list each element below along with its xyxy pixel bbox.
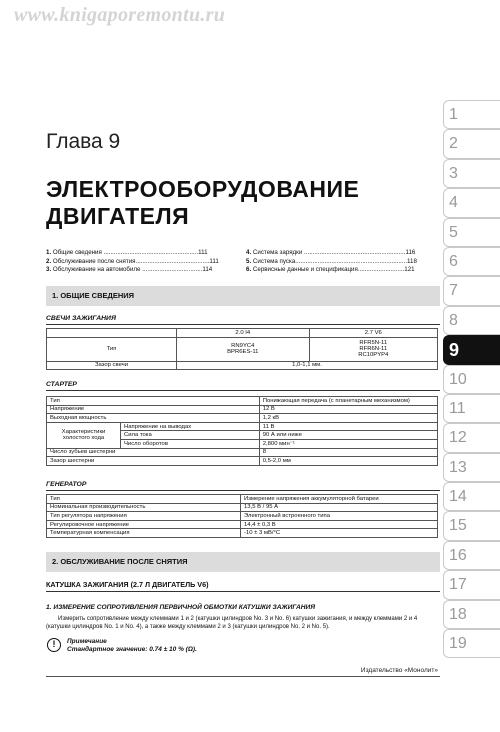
table-cell: Напряжение xyxy=(47,405,260,414)
starter-title: СТАРТЕР xyxy=(46,381,77,388)
table-cell: Характеристики холостого хода xyxy=(47,422,121,448)
tab-chapter-18[interactable]: 18 xyxy=(443,600,500,629)
tab-chapter-17[interactable]: 17 xyxy=(443,570,500,599)
spark-plugs-title: СВЕЧИ ЗАЖИГАНИЯ xyxy=(46,315,116,322)
toc-item[interactable]: 3. Обслуживание на автомобиле ...................................114 xyxy=(46,266,213,273)
chapter-title-line2: ДВИГАТЕЛЯ xyxy=(46,203,190,229)
tab-chapter-11[interactable]: 11 xyxy=(443,394,500,423)
table-cell: Измерение напряжения аккумуляторной батареи xyxy=(241,495,438,504)
tab-chapter-2[interactable]: 2 xyxy=(443,129,500,158)
measurement-text: Измерить сопротивление между клеммами 1 и 2 (катушки цилиндров No. 3 и No. 6) катушки зажигания, и между клеммами 2 и 4 (катушки цилиндров No. 1 и No. 4), а также между клеммами 2 и 3 (катушки цилиндров No. 2 и No. 5). xyxy=(46,616,418,631)
table-cell: 8 xyxy=(259,448,437,457)
warning-icon: ! xyxy=(47,638,61,652)
table-cell: Понижающая передача (с планетарным механизмом) xyxy=(259,397,437,406)
table-cell: 11 В xyxy=(259,422,437,431)
tab-chapter-3[interactable]: 3 xyxy=(443,159,500,188)
tab-chapter-10[interactable]: 10 xyxy=(443,365,500,394)
tab-chapter-14[interactable]: 14 xyxy=(443,482,500,511)
toc-item[interactable]: 6. Сервисные данные и спецификация...........................121 xyxy=(246,266,415,273)
table-cell: Тип регулятора напряжения xyxy=(47,512,241,521)
table-cell: Регулировочное напряжение xyxy=(47,520,241,529)
table-cell: RFR5N-11 RFR6N-11 RC10PYP4 xyxy=(309,337,437,361)
table-cell: Напряжение на выводах xyxy=(121,422,260,431)
tab-chapter-19[interactable]: 19 xyxy=(443,629,500,658)
divider xyxy=(46,390,440,391)
table-cell: Тип xyxy=(47,397,260,406)
table-cell: 0,5-2,0 мм xyxy=(259,457,437,466)
toc-item[interactable]: 5. Система пуска.................................................................118 xyxy=(246,257,417,265)
table-cell: 2.7 V6 xyxy=(309,329,437,338)
tab-chapter-8[interactable]: 8 xyxy=(443,306,500,335)
tab-chapter-13[interactable]: 13 xyxy=(443,453,500,482)
ignition-coil-title: КАТУШКА ЗАЖИГАНИЯ (2.7 Л ДВИГАТЕЛЬ V6) xyxy=(46,580,440,592)
section-header-general: 1. ОБЩИЕ СВЕДЕНИЯ xyxy=(46,286,440,306)
table-cell: Число оборотов xyxy=(121,439,260,448)
table-cell: 14,4 ± 0,3 В xyxy=(241,520,438,529)
generator-title: ГЕНЕРАТОР xyxy=(46,481,87,488)
table-cell: Выходная мощность xyxy=(47,414,260,423)
tab-chapter-1[interactable]: 1 xyxy=(443,100,500,129)
toc-left-column xyxy=(46,249,236,275)
divider xyxy=(46,490,440,491)
table-cell: -10 ± 3 мВ/°С xyxy=(241,529,438,538)
chapter-label: Глава 9 xyxy=(46,130,121,153)
starter-table xyxy=(46,396,438,466)
toc-item[interactable]: 4. Система зарядки ...........................................................116 xyxy=(246,249,416,256)
measurement-title: 1. ИЗМЕРЕНИЕ СОПРОТИВЛЕНИЯ ПЕРВИЧНОЙ ОБМОТКИ КАТУШКИ ЗАЖИГАНИЯ xyxy=(46,604,316,611)
table-cell: 2.0 I4 xyxy=(177,329,310,338)
toc-item[interactable]: 2. Обслуживание после снятия...........................................111 xyxy=(46,257,219,265)
table-cell: 1,2 кВ xyxy=(259,414,437,423)
note-text: Стандартное значение: 0.74 ± 10 % (Ω). xyxy=(67,646,197,653)
table-cell: 1,0-1,1 мм. xyxy=(177,361,438,370)
tab-chapter-9[interactable]: 9 xyxy=(443,335,500,364)
tab-chapter-6[interactable]: 6 xyxy=(443,247,500,276)
chapter-title-line1: ЭЛЕКТРООБОРУДОВАНИЕ xyxy=(46,176,360,202)
table-cell: Число зубьев шестерни xyxy=(47,448,260,457)
table-cell: 2,800 мин⁻¹ xyxy=(259,439,437,448)
table-cell: Зазор шестерни xyxy=(47,457,260,466)
toc-right-column xyxy=(246,249,436,275)
table-cell: Сила тока xyxy=(121,431,260,440)
toc-item[interactable]: 1. Общие сведения .......................................................111 xyxy=(46,249,208,256)
generator-table xyxy=(46,494,438,538)
table-cell: Температурная компенсация xyxy=(47,529,241,538)
tab-chapter-5[interactable]: 5 xyxy=(443,218,500,247)
tab-chapter-7[interactable]: 7 xyxy=(443,276,500,305)
spark-plugs-table xyxy=(46,328,438,370)
table-cell: Тип xyxy=(47,337,177,361)
chapter-tabs xyxy=(443,100,500,658)
watermark: www.knigaporemontu.ru xyxy=(14,4,226,26)
section-header-service: 2. ОБСЛУЖИВАНИЕ ПОСЛЕ СНЯТИЯ xyxy=(46,552,440,572)
table-cell: RN9YC4 BPR6ES-11 xyxy=(177,337,310,361)
tab-chapter-4[interactable]: 4 xyxy=(443,188,500,217)
table-cell: Номинальная производительность xyxy=(47,503,241,512)
table-cell: 12 В xyxy=(259,405,437,414)
divider xyxy=(46,324,440,325)
tab-chapter-15[interactable]: 15 xyxy=(443,511,500,540)
tab-chapter-16[interactable]: 16 xyxy=(443,541,500,570)
footer-divider xyxy=(46,676,440,677)
tab-chapter-12[interactable]: 12 xyxy=(443,423,500,452)
table-cell: Тип xyxy=(47,495,241,504)
table-cell: Электронный встроенного типа xyxy=(241,512,438,521)
note-title: Примечание xyxy=(67,638,107,645)
publisher: Издательство «Монолит» xyxy=(360,667,438,674)
table-cell: 90 А или ниже xyxy=(259,431,437,440)
table-cell: Зазор свечи xyxy=(47,361,177,370)
table-cell: 13,5 В / 95 А xyxy=(241,503,438,512)
